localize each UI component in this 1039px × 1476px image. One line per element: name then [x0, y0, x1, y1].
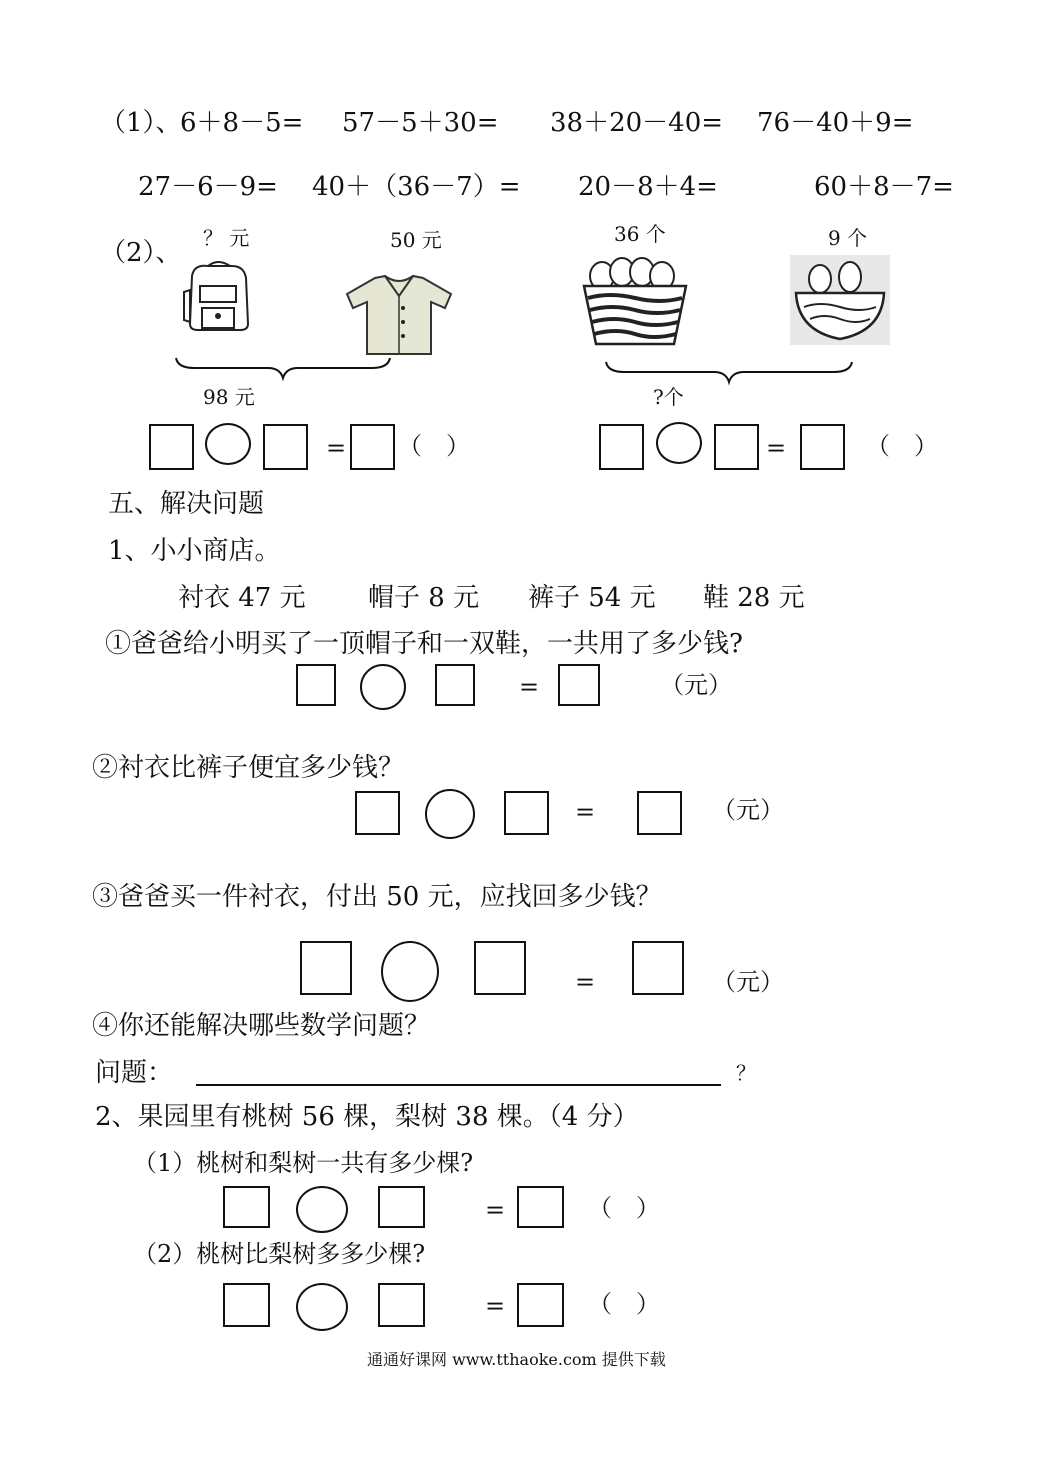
q1-sub3: ③爸爸买一件衬衣，付出 50 元，应找回多少钱？	[92, 882, 662, 912]
question-mark: ？	[736, 1061, 756, 1085]
backpack-price: ？ 元	[203, 226, 250, 250]
expr-1-4: 76－40＋9=	[757, 108, 914, 138]
q2-sub1: （1）桃树和梨树一共有多少棵?	[133, 1149, 474, 1177]
operator-circle[interactable]	[381, 941, 439, 1002]
answer-box[interactable]	[800, 424, 845, 470]
answer-box[interactable]	[714, 424, 759, 470]
answer-box[interactable]	[378, 1186, 425, 1228]
operator-circle[interactable]	[205, 423, 251, 465]
footer-credit: 通通好课网 www.tthaoke.com 提供下载	[367, 1350, 666, 1369]
unit-yuan: （元）	[712, 796, 784, 824]
equals-sign: =	[326, 434, 347, 462]
expr-2-2: 40＋（36－7）=	[312, 172, 521, 202]
q1-title: 1、小小商店。	[108, 536, 281, 566]
equals-sign: =	[575, 798, 596, 826]
answer-box[interactable]	[300, 941, 352, 995]
right-total: ?个	[653, 385, 684, 409]
question-answer-line[interactable]	[196, 1084, 721, 1086]
operator-circle[interactable]	[296, 1186, 348, 1233]
price-shirt: 衬衣 47 元	[178, 583, 306, 613]
answer-box[interactable]	[223, 1186, 270, 1228]
unit-yuan: （元）	[660, 671, 732, 699]
operator-circle[interactable]	[360, 664, 406, 710]
answer-box[interactable]	[558, 664, 600, 706]
equals-sign: =	[485, 1196, 506, 1224]
q1-sub1: ①爸爸给小明买了一顶帽子和一双鞋，一共用了多少钱?	[105, 629, 743, 659]
answer-box[interactable]	[637, 791, 682, 835]
answer-box[interactable]	[378, 1283, 425, 1327]
q1-sub2: ②衬衣比裤子便宜多少钱？	[92, 753, 405, 783]
pear-basket-icon	[580, 250, 690, 350]
unit-yuan: （元）	[712, 968, 784, 996]
answer-box[interactable]	[355, 791, 400, 835]
answer-box[interactable]	[263, 424, 308, 470]
pear-bowl-icon	[790, 255, 890, 345]
right-brace	[604, 360, 854, 386]
expr-2-3: 20－8＋4=	[578, 172, 718, 202]
answer-box[interactable]	[517, 1283, 564, 1327]
part1-label: （1）、	[100, 108, 182, 138]
backpack-icon	[178, 262, 256, 332]
price-hat: 帽子 8 元	[368, 583, 480, 613]
operator-circle[interactable]	[656, 422, 702, 464]
basket2-count: 9 个	[828, 226, 868, 250]
unit-paren: （ ）	[866, 432, 938, 460]
price-pants: 裤子 54 元	[528, 583, 656, 613]
question-label: 问题：	[95, 1058, 174, 1088]
unit-paren: （ ）	[398, 432, 470, 460]
section-title: 五、解决问题	[108, 489, 265, 519]
answer-box[interactable]	[296, 664, 336, 706]
expr-1-2: 57－5＋30=	[342, 108, 499, 138]
part2-label: （2）、	[100, 238, 182, 268]
price-shoes: 鞋 28 元	[703, 583, 805, 613]
equals-sign: =	[485, 1292, 506, 1320]
answer-box[interactable]	[599, 424, 644, 470]
operator-circle[interactable]	[425, 789, 475, 839]
q2-sub2: （2）桃树比梨树多多少棵?	[133, 1240, 426, 1268]
equals-sign: =	[766, 434, 787, 462]
shirt-icon	[345, 272, 453, 356]
equals-sign: =	[519, 673, 540, 701]
expr-1-1: 6＋8－5=	[180, 108, 304, 138]
operator-circle[interactable]	[296, 1283, 348, 1331]
answer-box[interactable]	[504, 791, 549, 835]
q2-title: 2、果园里有桃树 56 棵，梨树 38 棵。（4 分）	[95, 1102, 639, 1132]
answer-box[interactable]	[632, 941, 684, 995]
answer-box[interactable]	[149, 424, 194, 470]
unit-paren: （ ）	[588, 1290, 660, 1318]
left-total: 98 元	[203, 385, 255, 409]
expr-1-3: 38＋20－40=	[550, 108, 724, 138]
shirt-price: 50 元	[390, 228, 442, 252]
answer-box[interactable]	[223, 1283, 270, 1327]
basket1-count: 36 个	[614, 222, 666, 246]
q1-sub4: ④你还能解决哪些数学问题？	[92, 1011, 431, 1041]
left-brace	[174, 356, 392, 382]
unit-paren: （ ）	[588, 1194, 660, 1222]
answer-box[interactable]	[350, 424, 395, 470]
answer-box[interactable]	[435, 664, 475, 706]
answer-box[interactable]	[517, 1186, 564, 1228]
answer-box[interactable]	[474, 941, 526, 995]
expr-2-1: 27－6－9=	[138, 172, 278, 202]
equals-sign: =	[575, 968, 596, 996]
expr-2-4: 60＋8－7=	[814, 172, 954, 202]
